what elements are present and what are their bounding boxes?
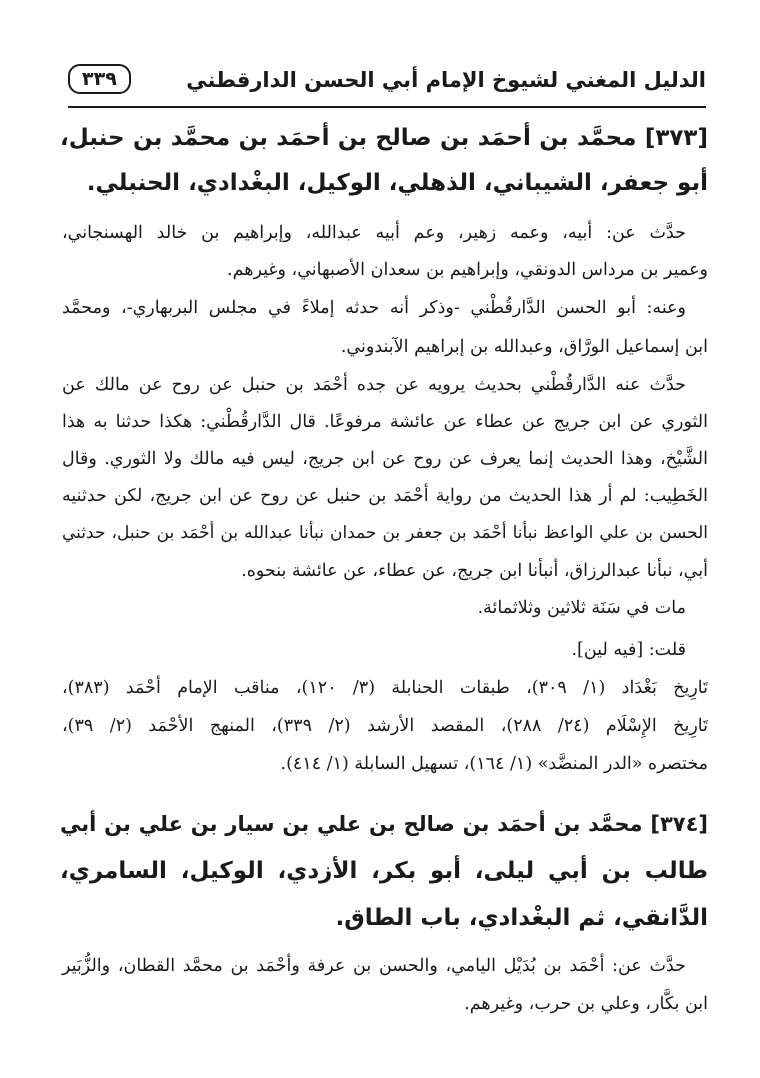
body-line: قلت: [فيه لين]. [571, 640, 686, 660]
entry-heading-line: طالب بن أبي ليلى، أبو بكر، الأزدي، الوكيل، السامري، [60, 858, 708, 884]
body-line: الشَّيْخ، وهذا الحديث إنما يعرف عن روح عن ابن جريج، ليس فيه مالك ولا الثوري. وقال [62, 449, 708, 469]
citation-line: تَارِيخ الإِسْلَام (٢٤/ ٢٨٨)، المقصد الأرشد (٢/ ٣٣٩)، المنهج الأحْمَد (٢/ ٣٩)، [62, 716, 708, 736]
body-line: وعنه: أبو الحسن الدَّارقُطْني -وذكر أنه حدثه إملاءً في مجلس البربهاري-، ومحمَّد [62, 298, 686, 318]
entry-heading-line: الدَّانقي، ثم البغْدادي، باب الطاق. [335, 905, 708, 931]
body-line: ابن بكَّار، وعلي بن حرب، وغيرهم. [464, 994, 708, 1014]
body-line: حدَّث عن: أحْمَد بن بُدَيْل اليامي، والحسن بن عرفة وأحْمَد بن محمَّد القطان، والزُّبَير [62, 956, 686, 976]
body-line: أبي، نبأنا عبدالرزاق، أنبأنا ابن جريج، عن عطاء، عن عائشة بنحوه. [241, 561, 708, 581]
citation-line: تَارِيخ بَغْدَاد (١/ ٣٠٩)، طبقات الحنابلة (٣/ ١٢٠)، مناقب الإمام أحْمَد (٣٨٣)، [62, 678, 708, 698]
entry-heading-line: [٣٧٣] محمَّد بن أحمَد بن صالح بن أحمَد بن محمَّد بن حنبل، [60, 125, 708, 151]
page-number: ٣٣٩ [68, 64, 131, 94]
header-rule [68, 106, 706, 108]
body-line: حدَّث عنه الدَّارقُطْني بحديث يرويه عن جده أحْمَد بن حنبل عن روح عن مالك عن [62, 375, 686, 395]
body-line: ابن إسماعيل الورَّاق، وعبدالله بن إبراهيم الآبندوني. [340, 337, 708, 357]
body-line: الحسن بن علي الواعظ نبأنا أحْمَد بن جعفر بن حمدان نبأنا عبدالله بن أحْمَد بن حنبل، حدثني [62, 523, 708, 543]
body-line: وعمير بن مرداس الدونقي، وإبراهيم بن سعدان الأصبهاني، وغيرهم. [227, 260, 708, 280]
entry-heading-line: أبو جعفر، الشيباني، الذهلي، الوكيل، البغْدادي، الحنبلي. [86, 170, 708, 196]
body-line: الثوري عن ابن جريج عن عطاء عن عائشة مرفوعًا. قال الدَّارقُطْني: هكذا حدثنا به هذا [62, 412, 708, 432]
header-title: الدليل المغني لشيوخ الإمام أبي الحسن الدارقطني [186, 68, 706, 92]
body-line: مات في سَنَة ثلاثين وثلاثمائة. [477, 598, 686, 618]
body-line: حدَّث عن: أبيه، وعمه زهير، وعم أبيه عبدالله، وإبراهيم بن خالد الهسنجاني، [62, 223, 686, 243]
running-header [68, 62, 706, 102]
body-line: الخَطِيب: لم أر هذا الحديث من رواية أحْمَد بن حنبل عن روح عن ابن جريج، لكن حدثنيه [62, 486, 708, 506]
citation-line: مختصره «الدر المنضَّد» (١/ ١٦٤)، تسهيل السابلة (١/ ٤١٤). [280, 754, 708, 774]
entry-heading-line: [٣٧٤] محمَّد بن أحمَد بن صالح بن علي بن سيار بن علي بن أبي [60, 812, 708, 836]
